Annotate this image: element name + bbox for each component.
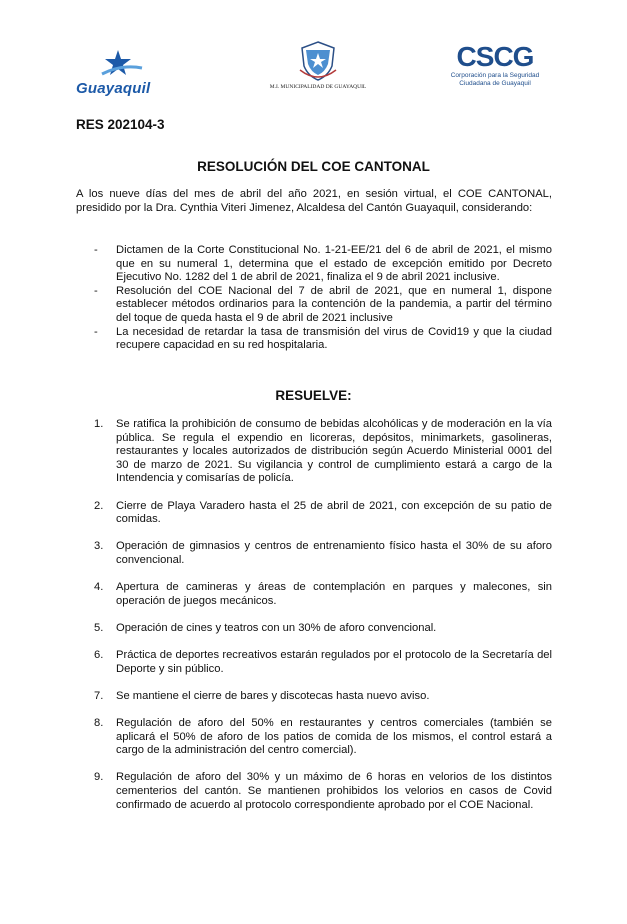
resolves-heading: RESUELVE: <box>275 388 352 403</box>
resolutions-list <box>76 418 552 826</box>
list-item <box>76 540 552 567</box>
item-text: Cierre de Playa Varadero hasta el 25 de abril de 2021, con excepción de su patio de comidas. <box>116 499 552 526</box>
list-item <box>76 771 552 812</box>
page-title: RESOLUCIÓN DEL COE CANTONAL <box>197 159 430 174</box>
item-number: 2. <box>94 499 104 512</box>
item-text: Se ratifica la prohibición de consumo de bebidas alcohólicas y de moderación en la vía pública. Se regula el expendio en licoreras, depósitos, minimarkets, gasolineras, restaurantes y locales autorizados de distribución según Acuerdo Ministerial 0001 del 30 de marzo de 2021. Su vigilancia y control de cumplimiento estará a cargo de la Intendencia y comisarías de policía. <box>116 418 552 485</box>
document-header <box>0 30 627 110</box>
item-text: Apertura de camineras y áreas de contemplación en parques y malecones, sin operación de juegos mecánicos. <box>116 581 552 607</box>
cscg-subtitle-line1: Corporación para la Seguridad <box>450 72 540 79</box>
item-number: 6. <box>94 649 104 662</box>
bullet-mark: - <box>94 244 98 256</box>
list-item <box>76 418 552 486</box>
list-item <box>76 622 552 636</box>
municipal-shield-icon <box>298 40 338 82</box>
item-number: 7. <box>94 689 104 702</box>
consideration-text: Resolución del COE Nacional del 7 de abril de 2021, que en numeral 1, dispone establecer métodos ordinarios para la contención de la pandemia, a partir del término del toque de queda hasta el 9 de abril de 2021 inclusive <box>116 284 552 324</box>
item-text: Operación de gimnasios y centros de entrenamiento físico hasta el 30% de su aforo convencional. <box>116 540 552 566</box>
cscg-letters: CSCG <box>456 41 534 72</box>
cscg-logo <box>440 42 550 112</box>
consideration-text: Dictamen de la Corte Constitucional No. 1-21-EE/21 del 6 de abril de 2021, el mismo que en su numeral 1, determina que el estado de excepción emitido por Decreto Ejecutivo No. 1282 del 1 de abril de 2021, finaliza el 9 de abril 2021 inclusive. <box>116 244 552 284</box>
guayaquil-logo <box>70 48 170 108</box>
item-text: Operación de cines y teatros con un 30% de aforo convencional. <box>116 621 437 634</box>
item-text: Regulación de aforo del 30% y un máximo de 6 horas en velorios de los distintos cementerios del cantón. Se mantienen prohibidos los velorios en casos de Covid confirmado de acuerdo al protocolo correspondiente aprobado por el COE Nacional. <box>116 771 552 811</box>
cscg-subtitle-line2: Ciudadana de Guayaquil <box>459 80 531 87</box>
list-item <box>76 285 552 326</box>
item-number: 8. <box>94 717 104 730</box>
bullet-mark: - <box>94 284 98 297</box>
guayaquil-logo-text: Guayaquil <box>76 80 151 97</box>
list-item <box>76 326 552 353</box>
item-text: Se mantiene el cierre de bares y discotecas hasta nuevo aviso. <box>116 689 430 702</box>
item-text: Regulación de aforo del 50% en restaurantes y centros comerciales (también se aplicará el 50% de aforo de los patios de comida de los mismos, el control estará a cargo de la administración del centro comercial). <box>116 717 552 757</box>
municipality-seal <box>268 40 368 118</box>
intro-paragraph: A los nueve días del mes de abril del año 2021, en sesión virtual, el COE CANTONAL, presidido por la Dra. Cynthia Viteri Jimenez, Alcaldesa del Cantón Guayaquil, considerando: <box>76 188 552 214</box>
item-number: 1. <box>94 418 104 430</box>
consideration-text: La necesidad de retardar la tasa de transmisión del virus de Covid19 y que la ciudad recupere capacidad en su red hospitalaria. <box>116 325 552 352</box>
list-item <box>76 581 552 608</box>
item-number: 9. <box>94 771 104 784</box>
resolution-code: RES 202104-3 <box>76 117 165 132</box>
star-swoosh-icon <box>100 48 144 80</box>
municipality-name: M.I. MUNICIPALIDAD DE GUAYAQUIL <box>269 84 367 90</box>
list-item <box>76 649 552 676</box>
list-item <box>76 717 552 758</box>
bullet-mark: - <box>94 325 98 338</box>
list-item <box>76 500 552 527</box>
item-number: 3. <box>94 540 104 553</box>
list-item <box>76 244 552 285</box>
item-number: 4. <box>94 581 104 594</box>
item-number: 5. <box>94 621 104 634</box>
considerations-list <box>76 244 552 353</box>
item-text: Práctica de deportes recreativos estarán regulados por el protocolo de la Secretaría del Deporte y sin público. <box>116 649 552 675</box>
list-item <box>76 690 552 704</box>
